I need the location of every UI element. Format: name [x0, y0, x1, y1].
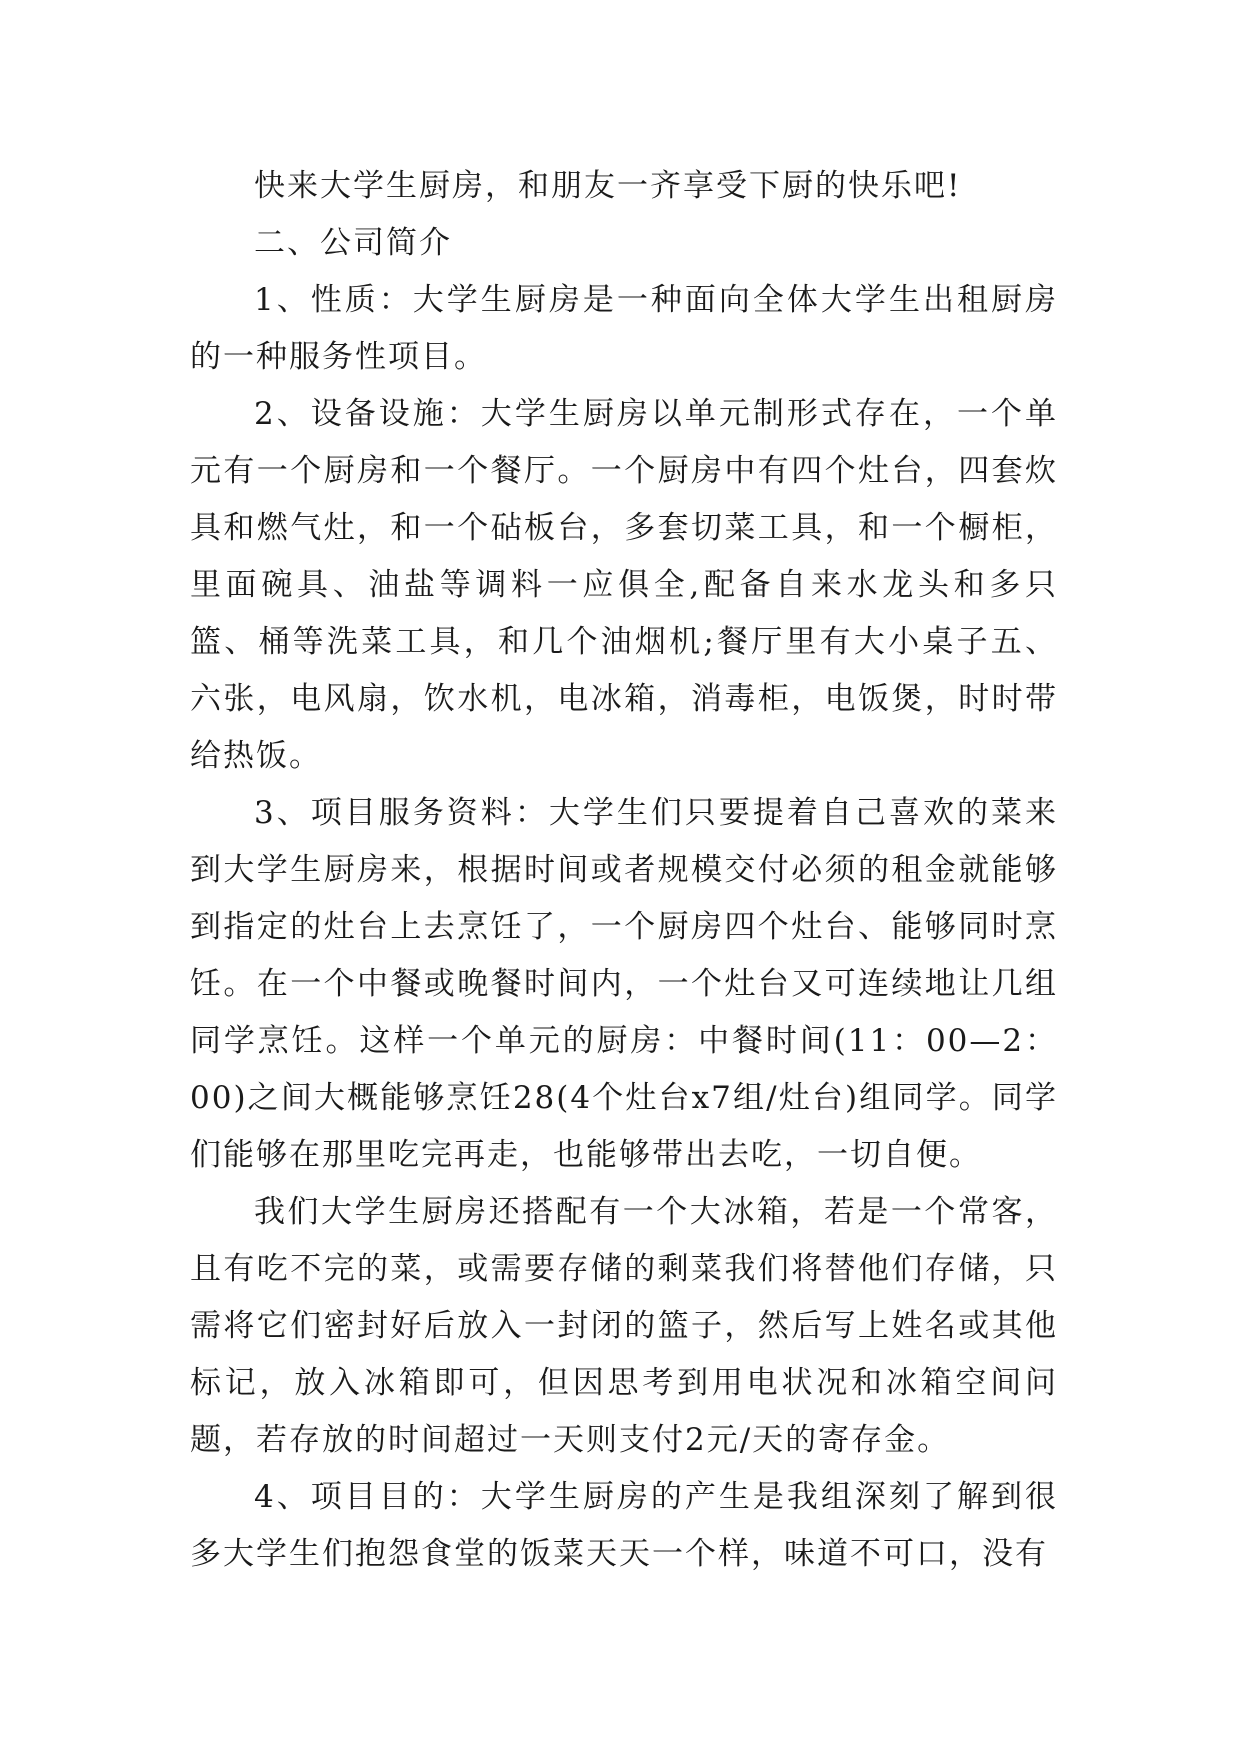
paragraph-fridge-service: 我们大学生厨房还搭配有一个大冰箱，若是一个常客，且有吃不完的菜，或需要存储的剩菜我们将替他们存储，只需将它们密封好后放入一封闭的篮子，然后写上姓名或其他标记，放入冰箱即可，但因思考到用电状况和冰箱空间问题，若存放的时间超过一天则支付2元/天的寄存金。	[190, 1194, 1058, 1458]
paragraph-equipment: 2、设备设施：大学生厨房以单元制形式存在，一个单元有一个厨房和一个餐厅。一个厨房中有四个灶台，四套炊具和燃气灶，和一个砧板台，多套切菜工具，和一个橱柜，里面碗具、油盐等调料一应俱全,配备自来水龙头和多只篮、桶等洗菜工具，和几个油烟机;餐厅里有大小桌子五、六张，电风扇，饮水机，电冰箱，消毒柜，电饭煲，时时带给热饭。	[190, 396, 1058, 774]
section-heading-company-profile: 二、公司简介	[254, 225, 452, 261]
paragraph-service-info: 3、项目服务资料：大学生们只要提着自己喜欢的菜来到大学生厨房来，根据时间或者规模交付必须的租金就能够到指定的灶台上去烹饪了，一个厨房四个灶台、能够同时烹饪。在一个中餐或晚餐时间内，一个灶台又可连续地让几组同学烹饪。这样一个单元的厨房：中餐时间(11：00—2：00)之间大概能够烹饪28(4个灶台x7组/灶台)组同学。同学们能够在那里吃完再走，也能够带出去吃，一切自便。	[190, 795, 1058, 1173]
paragraph-nature: 1、性质：大学生厨房是一种面向全体大学生出租厨房的一种服务性项目。	[190, 282, 1058, 375]
document-body	[190, 158, 1058, 1583]
paragraph-intro-closing: 快来大学生厨房，和朋友一齐享受下厨的快乐吧!	[254, 168, 962, 204]
paragraph-project-purpose: 4、项目目的：大学生厨房的产生是我组深刻了解到很多大学生们抱怨食堂的饭菜天天一个样，味道不可口，没有	[190, 1479, 1058, 1572]
